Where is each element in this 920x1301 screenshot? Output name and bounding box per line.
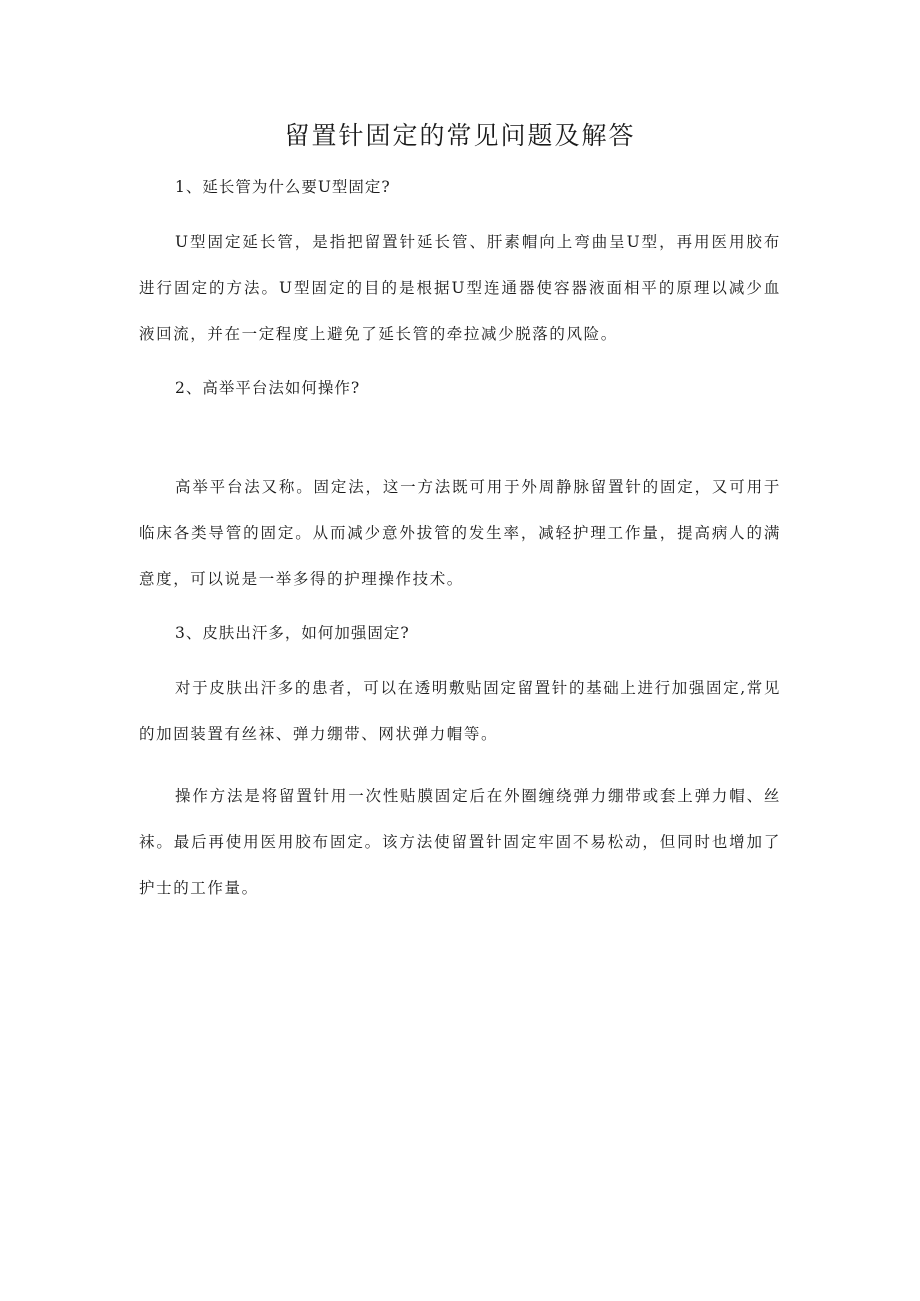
answer-3-paragraph-1: 对于皮肤出汗多的患者，可以在透明敷贴固定留置针的基础上进行加强固定,常见的加固装置有丝袜、弹力绷带、网状弹力帽等。 <box>139 679 781 743</box>
answer-1-paragraph: U型固定延长管，是指把留置针延长管、肝素帽向上弯曲呈U型，再用医用胶布进行固定的方法。U型固定的目的是根据U型连通器使容器液面相平的原理以减少血液回流，并在一定程度上避免了延长管的牵拉减少脱落的风险。 <box>139 233 781 343</box>
answer-3-paragraph-2: 操作方法是将留置针用一次性贴膜固定后在外圈缠绕弹力绷带或套上弹力帽、丝袜。最后再使用医用胶布固定。该方法使留置针固定牢固不易松动，但同时也增加了护士的工作量。 <box>139 787 781 897</box>
document-title: 留置针固定的常见问题及解答 <box>284 121 636 150</box>
document-body <box>139 172 781 927</box>
question-3-heading: 3、皮肤出汗多，如何加强固定? <box>175 624 410 642</box>
question-2-heading: 2、高举平台法如何操作? <box>175 379 361 397</box>
question-1-heading: 1、延长管为什么要U型固定? <box>175 178 391 196</box>
answer-2-paragraph: 高举平台法又称。固定法，这一方法既可用于外周静脉留置针的固定，又可用于临床各类导管的固定。从而减少意外拔管的发生率，减轻护理工作量，提高病人的满意度，可以说是一举多得的护理操作技术。 <box>139 478 781 588</box>
